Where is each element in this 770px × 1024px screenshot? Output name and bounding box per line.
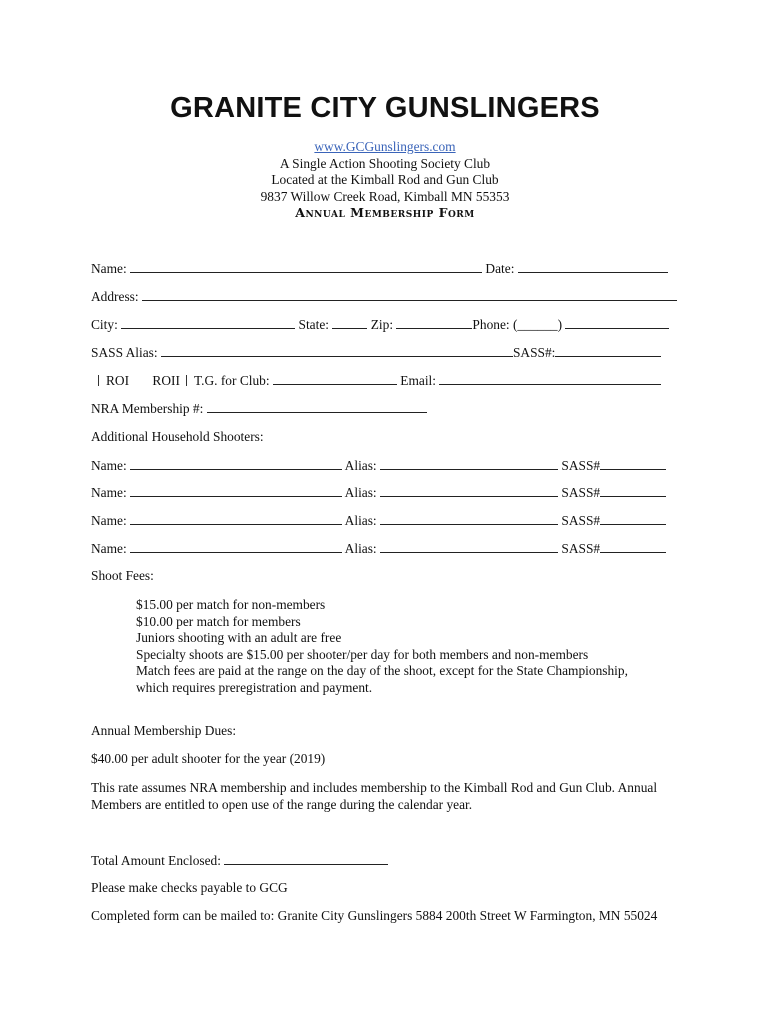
address-field[interactable] [142,288,677,301]
household-name-field[interactable] [130,512,342,525]
household-alias-label: Alias: [344,541,377,556]
roii-checkbox[interactable] [186,375,187,386]
state-label: State: [298,317,330,332]
email-field[interactable] [439,372,661,385]
dues-note: This rate assumes NRA membership and includes membership to the Kimball Rod and Gun Club. Annual Members are entitled to open use of the range during the calendar year. [91,780,658,812]
club-address: 9837 Willow Creek Road, Kimball MN 55353 [260,188,510,204]
dues-amount: $40.00 per adult shooter for the year (2019) [91,751,326,766]
household-alias-label: Alias: [344,458,377,473]
website-link[interactable]: www.GCGunslingers.com [314,139,456,154]
household-alias-field[interactable] [380,512,558,525]
sass-row [91,344,661,361]
household-row [91,484,666,501]
household-alias-field[interactable] [380,457,558,470]
dues-heading: Annual Membership Dues: [91,723,237,738]
household-sass-label: SASS# [561,541,601,556]
form-title: Annual Membership Form [295,205,475,220]
name-label: Name: [91,261,127,276]
checks-note: Please make checks payable to GCG [91,880,288,895]
state-field[interactable] [332,316,367,329]
club-location: Located at the Kimball Rod and Gun Club [271,172,499,187]
mail-note: Completed form can be mailed to: Granite City Gunslingers 5884 200th Street W Farmington, MN 55024 [91,908,658,923]
roi-checkbox[interactable] [98,375,99,386]
household-name-field[interactable] [130,457,342,470]
fee-item: which requires preregistration and payment. [136,679,373,695]
household-sass-label: SASS# [561,458,601,473]
household-name-label: Name: [91,513,127,528]
nra-label: NRA Membership #: [91,401,204,416]
fee-item: Match fees are paid at the range on the day of the shoot, except for the State Championship, [136,663,628,678]
tg-club-field[interactable] [273,372,397,385]
address-row [91,288,677,305]
name-date-row [91,260,668,277]
sass-number-label: SASS#: [512,345,556,360]
name-field[interactable] [130,260,482,273]
email-label: Email: [400,373,436,388]
household-row [91,540,666,557]
zip-label: Zip: [370,317,394,332]
household-sass-label: SASS# [561,485,601,500]
household-sass-field[interactable] [600,540,666,553]
shoot-fees-heading: Shoot Fees: [91,568,154,583]
household-alias-label: Alias: [344,485,377,500]
total-label: Total Amount Enclosed: [91,853,221,868]
roii-label: ROII [152,373,180,388]
roi-row [92,372,661,389]
household-name-label: Name: [91,458,127,473]
nra-row [91,400,427,417]
sass-number-field[interactable] [555,344,661,357]
household-heading: Additional Household Shooters: [91,429,264,444]
household-name-field[interactable] [130,484,342,497]
fee-item: $15.00 per match for non-members [136,597,326,612]
household-sass-field[interactable] [600,512,666,525]
nra-field[interactable] [207,400,427,413]
date-field[interactable] [518,260,668,273]
household-name-label: Name: [91,541,127,556]
club-header [0,139,770,222]
address-label: Address: [91,289,139,304]
household-name-field[interactable] [130,540,342,553]
roi-label: ROI [106,373,130,388]
club-subtitle: A Single Action Shooting Society Club [279,155,491,171]
sass-alias-label: SASS Alias: [91,345,158,360]
household-alias-field[interactable] [380,484,558,497]
page-title: GRANITE CITY GUNSLINGERS [170,92,600,124]
phone-field[interactable] [565,316,669,329]
household-row [91,512,666,529]
sass-alias-field[interactable] [161,344,513,357]
household-sass-field[interactable] [600,457,666,470]
household-sass-label: SASS# [561,513,601,528]
fee-item: Specialty shoots are $15.00 per shooter/per day for both members and non-members [136,646,589,662]
tg-club-label: T.G. for Club: [193,373,270,388]
total-row [91,852,388,869]
fee-item: $10.00 per match for members [136,613,301,629]
total-field[interactable] [224,852,388,865]
household-alias-field[interactable] [380,540,558,553]
city-row [91,316,669,333]
fees-list [136,597,628,696]
household-alias-label: Alias: [344,513,377,528]
phone-label: Phone: (______) [472,317,563,332]
city-field[interactable] [121,316,295,329]
date-label: Date: [485,261,515,276]
household-sass-field[interactable] [600,484,666,497]
household-name-label: Name: [91,485,127,500]
household-row [91,457,666,474]
fee-item: Juniors shooting with an adult are free [136,630,342,645]
zip-field[interactable] [396,316,472,329]
city-label: City: [91,317,118,332]
